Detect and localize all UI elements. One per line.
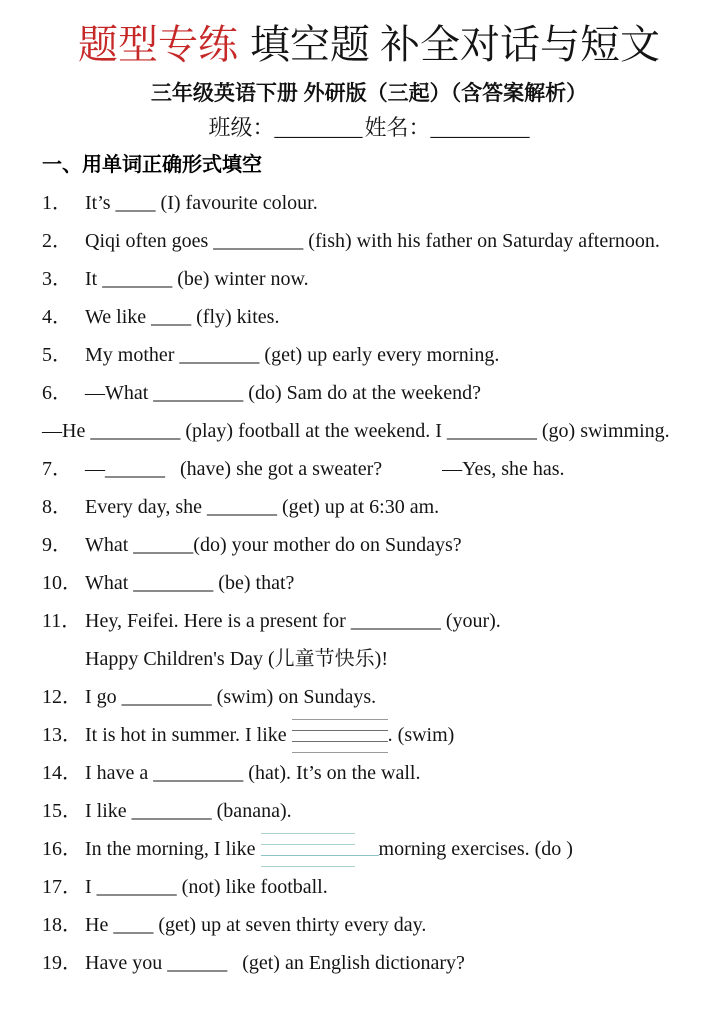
question-number: 13． [42, 724, 82, 746]
title-tag-red: 题型专练 [78, 22, 238, 67]
question-number: 5． [42, 344, 72, 366]
question-line [42, 716, 696, 754]
question-text: Qiqi often goes _________ (fish) with his father on Saturday afternoon. [85, 230, 660, 252]
ruled-line [292, 730, 388, 731]
ruled-line [292, 719, 388, 720]
question-number: 7． [42, 458, 72, 480]
question-number: 19． [42, 952, 82, 974]
question-text: It _______ (be) winter now. [85, 268, 309, 290]
question-text: —He _________ (play) football at the weekend. I _________ (go) swimming. [42, 420, 670, 442]
question-line [42, 450, 696, 488]
question-number: 1． [42, 192, 72, 214]
question-number: 18． [42, 914, 82, 936]
question-number: 17． [42, 876, 82, 898]
page-title [42, 22, 696, 68]
ruled-line [292, 752, 388, 753]
question-text: We like ____ (fly) kites. [85, 306, 280, 328]
question-line [42, 412, 696, 450]
question-number: 11． [42, 610, 82, 632]
question-text: He ____ (get) up at seven thirty every day. [85, 914, 427, 936]
name-label: 姓名： [364, 115, 431, 140]
question-text: Hey, Feifei. Here is a present for _________ (your). [85, 610, 501, 632]
ruled-line [261, 866, 355, 867]
ruled-answer-blank [261, 832, 379, 868]
question-text: What ______(do) your mother do on Sundays? [85, 534, 462, 556]
ruled-line [261, 844, 355, 845]
question-text: I like ________ (banana). [85, 800, 292, 822]
question-line [42, 260, 696, 298]
question-number: 4． [42, 306, 72, 328]
class-label: 班级： [208, 115, 275, 140]
question-number: 2． [42, 230, 72, 252]
question-text: My mother ________ (get) up early every morning. [85, 344, 500, 366]
question-number: 14． [42, 762, 82, 784]
question-text: Happy Children's Day (儿童节快乐)! [85, 648, 388, 670]
question-text: —______ (have) she got a sweater? —Yes, she has. [85, 458, 565, 480]
question-line [42, 184, 696, 222]
question-line [42, 298, 696, 336]
question-text: What ________ (be) that? [85, 572, 295, 594]
question-number: 16． [42, 838, 82, 860]
class-name-line [42, 114, 696, 142]
ruled-line [261, 833, 355, 834]
title-main: 填空题 补全对话与短文 [250, 22, 660, 67]
question-list [42, 184, 696, 982]
question-text: Have you ______ (get) an English dictionary? [85, 952, 465, 974]
question-text: It is hot in summer. I like . (swim) [85, 724, 454, 746]
question-line [42, 222, 696, 260]
question-line [42, 374, 696, 412]
question-text: I go _________ (swim) on Sundays. [85, 686, 377, 708]
question-text: I ________ (not) like football. [85, 876, 328, 898]
question-number: 8． [42, 496, 72, 518]
question-line [42, 792, 696, 830]
question-number: 9． [42, 534, 72, 556]
question-line [42, 640, 696, 678]
question-line [42, 868, 696, 906]
question-text: It’s ____ (I) favourite colour. [85, 192, 318, 214]
question-text: I have a _________ (hat). It’s on the wall. [85, 762, 421, 784]
ruled-line [292, 741, 388, 742]
question-number: 3． [42, 268, 72, 290]
class-blank: ________ [274, 115, 363, 140]
subtitle: 三年级英语下册 外研版（三起）（含答案解析） [150, 82, 588, 105]
question-text: —What _________ (do) Sam do at the weekend? [85, 382, 482, 404]
question-line [42, 944, 696, 982]
question-line [42, 488, 696, 526]
question-number: 12． [42, 686, 82, 708]
ruled-line [261, 855, 379, 856]
question-line [42, 564, 696, 602]
section-heading: 一、用单词正确形式填空 [42, 154, 262, 176]
question-line [42, 336, 696, 374]
question-number: 6． [42, 382, 72, 404]
question-line [42, 754, 696, 792]
name-blank: _________ [430, 115, 530, 140]
question-number: 15． [42, 800, 82, 822]
question-line [42, 678, 696, 716]
question-text: Every day, she _______ (get) up at 6:30 am. [85, 496, 440, 518]
question-line [42, 602, 696, 640]
question-line [42, 906, 696, 944]
question-number: 10． [42, 572, 82, 594]
question-line [42, 526, 696, 564]
ruled-answer-blank [292, 718, 388, 754]
question-text: In the morning, I like morning exercises. (do ) [85, 838, 573, 860]
question-line [42, 830, 696, 868]
